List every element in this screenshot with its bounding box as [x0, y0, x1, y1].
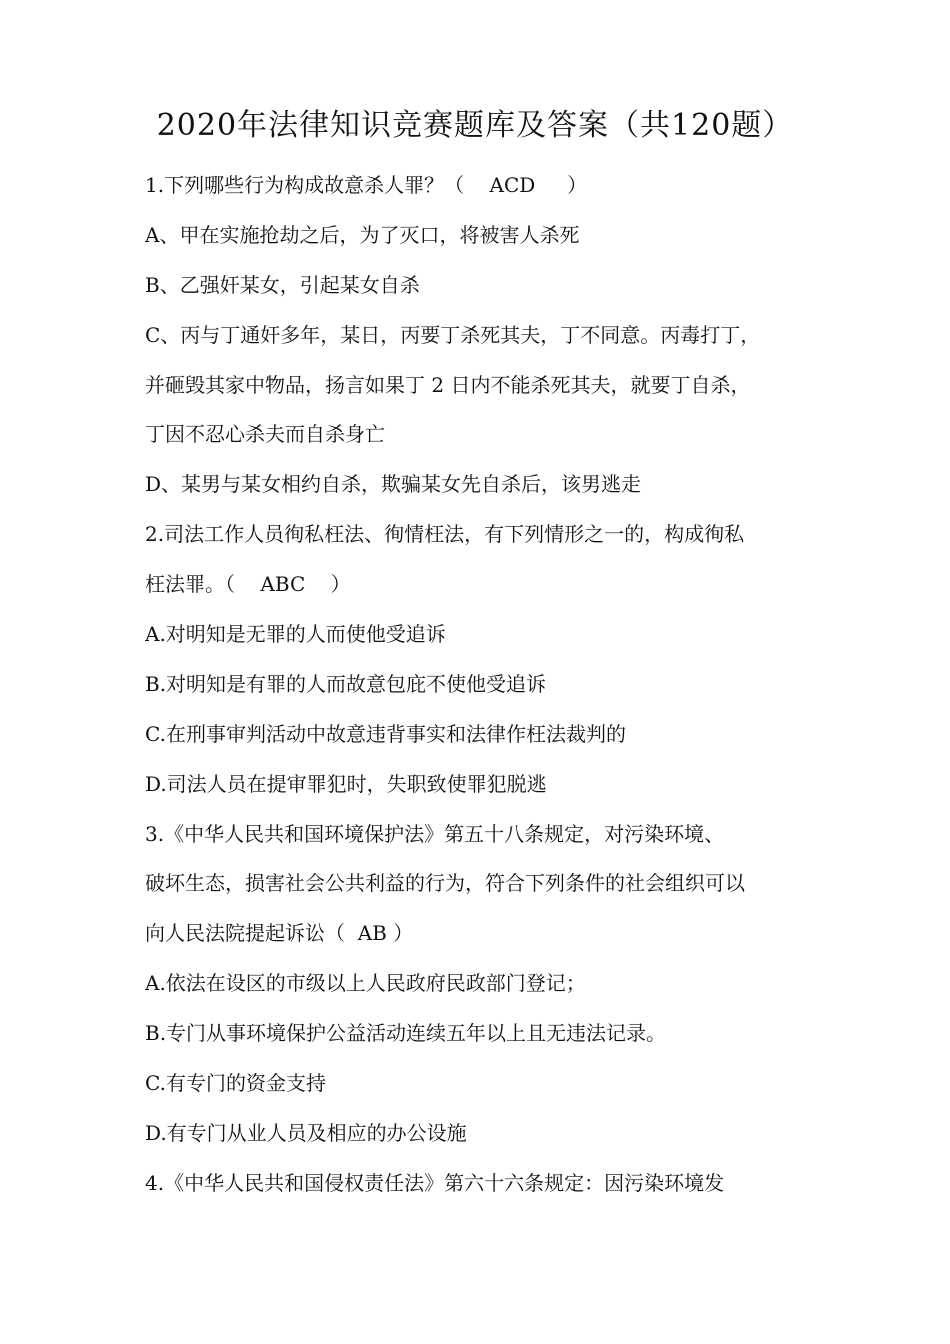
- text-line: C、丙与丁通奸多年，某日，丙要丁杀死其夫，丁不同意。丙毒打丁，: [145, 322, 761, 347]
- text-line: A、甲在实施抢劫之后，为了灭口，将被害人杀死: [145, 222, 580, 247]
- text-line: C.在刑事审判活动中故意违背事实和法律作枉法裁判的: [145, 721, 626, 746]
- text-line: B、乙强奸某女，引起某女自杀: [145, 272, 420, 297]
- text-line: 1.下列哪些行为构成故意杀人罪？（ ACD ）: [145, 173, 588, 197]
- text-line: D、某男与某女相约自杀，欺骗某女先自杀后，该男逃走: [145, 472, 642, 497]
- text-line: D.有专门从业人员及相应的办公设施: [145, 1120, 467, 1145]
- text-line: 3.《中华人民共和国环境保护法》第五十八条规定，对污染环境、: [145, 821, 725, 846]
- text-line: D.司法人员在提审罪犯时，失职致使罪犯脱逃: [145, 771, 547, 796]
- text-line: B.对明知是有罪的人而故意包庇不使他受追诉: [145, 671, 547, 696]
- text-line: 2.司法工作人员徇私枉法、徇情枉法，有下列情形之一的，构成徇私: [145, 522, 745, 547]
- text-line: 破坏生态，损害社会公共利益的行为，符合下列条件的社会组织可以: [145, 871, 745, 896]
- text-line: C.有专门的资金支持: [145, 1071, 326, 1096]
- text-line: A.依法在设区的市级以上人民政府民政部门登记；: [145, 971, 586, 996]
- text-line: 并砸毁其家中物品，扬言如果丁 2 日内不能杀死其夫，就要丁自杀，: [145, 372, 751, 397]
- text-line: 向人民法院提起诉讼（ AB ）: [145, 921, 414, 946]
- text-line: A.对明知是无罪的人而使他受追诉: [145, 622, 446, 647]
- text-line: 丁因不忍心杀夫而自杀身亡: [145, 422, 385, 447]
- text-line: 4.《中华人民共和国侵权责任法》第六十六条规定：因污染环境发: [145, 1170, 725, 1195]
- page-title: 2020年法律知识竞赛题库及答案（共120题）: [156, 108, 794, 143]
- text-line: B.专门从事环境保护公益活动连续五年以上且无违法记录。: [145, 1021, 667, 1046]
- text-line: 枉法罪。（ ABC ）: [145, 572, 351, 597]
- document-body: [145, 161, 815, 1209]
